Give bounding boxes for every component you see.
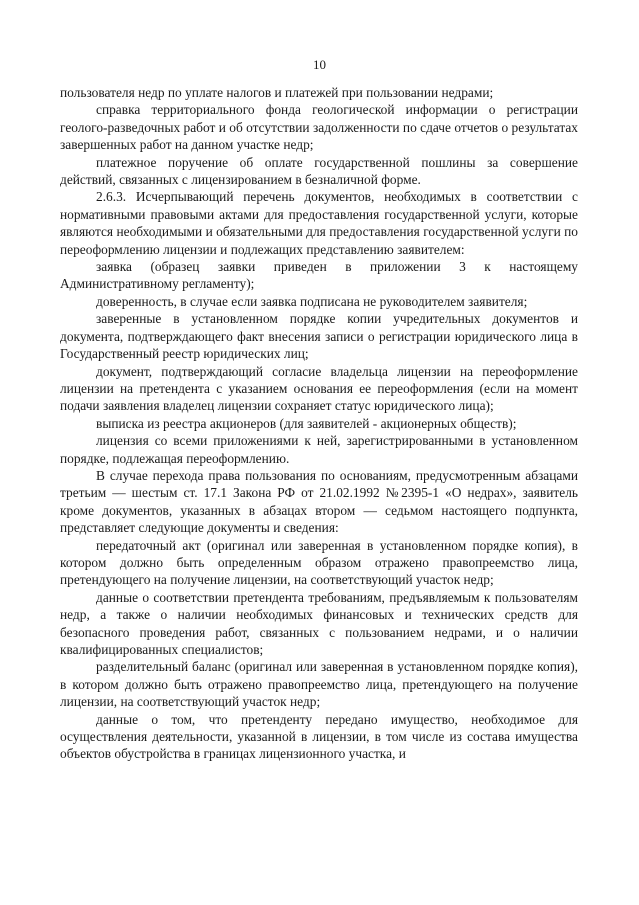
page-number: 10: [313, 57, 326, 72]
paragraph: 2.6.3. Исчерпывающий перечень документов, необходимых в соответствии с нормативными правовыми актами для предоставления государственной услуги, которые являются необходимыми и обязательными для предоставления государственной услуги по переоформлению лицензии и подлежащих представлению заявителем:: [60, 189, 578, 257]
paragraph: платежное поручение об оплате государственной пошлины за совершение действий, связанных с лицензированием в безналичной форме.: [60, 154, 578, 188]
paragraph: заверенные в установленном порядке копии учредительных документов и документа, подтверждающего факт внесения записи о регистрации юридического лица в Государственный реестр юридических лиц;: [60, 311, 578, 362]
paragraph: выписка из реестра акционеров (для заявителей - акционерных обществ);: [96, 415, 517, 431]
paragraph: справка территориального фонда геологической информации о регистрации геолого-разведочных работ и об отсутствии задолженности по сдаче отчетов о результатах завершенных работ на данном участке недр;: [60, 102, 578, 153]
paragraph: В случае перехода права пользования по основаниям, предусмотренным абзацами третьим — шестым ст. 17.1 Закона РФ от 21.02.1992 №2395-1 «О недрах», заявитель кроме документов, указанных в абзацах втором — седьмом настоящего подпункта, представляет следующие документы и сведения:: [60, 467, 578, 536]
paragraph: пользователя недр по уплате налогов и платежей при пользовании недрами;: [60, 85, 494, 100]
paragraph: передаточный акт (оригинал или заверенная в установленном порядке копия), в котором должно быть определенным образом отражено правопреемство лица, претендующего на получение лицензии, на соответствующий участок недр;: [60, 537, 578, 588]
paragraph: разделительный баланс (оригинал или заверенная в установленном порядке копия), в котором должно быть отражено правопреемство лица, претендующего на получение лицензии, на соответствующий участок недр;: [60, 659, 578, 710]
paragraph: лицензия со всеми приложениями к ней, зарегистрированными в установленном порядке, подлежащая переоформлению.: [60, 433, 578, 466]
paragraph: данные о том, что претенденту передано имущество, необходимое для осуществления деятельности, указанной в лицензии, в том числе из состава имущества объектов обустройства в границах лицензионного участка, и: [60, 711, 578, 762]
paragraph: данные о соответствии претендента требованиям, предъявляемым к пользователям недр, а также о наличии необходимых финансовых и технических средств для безопасного проведения работ, связанных с пользованием недрами, и о наличии квалифицированных специалистов;: [60, 589, 578, 657]
paragraph: доверенность, в случае если заявка подписана не руководителем заявителя;: [96, 293, 528, 309]
paragraph: заявка (образец заявки приведен в приложении 3 к настоящему Административному регламенту);: [60, 259, 578, 292]
paragraph: документ, подтверждающий согласие владельца лицензии на переоформление лицензии на претендента с указанием основания ее переоформления (если на момент подачи заявления владелец лицензии сохраняет статус юридического лица);: [60, 363, 578, 414]
document-body: [60, 84, 578, 763]
